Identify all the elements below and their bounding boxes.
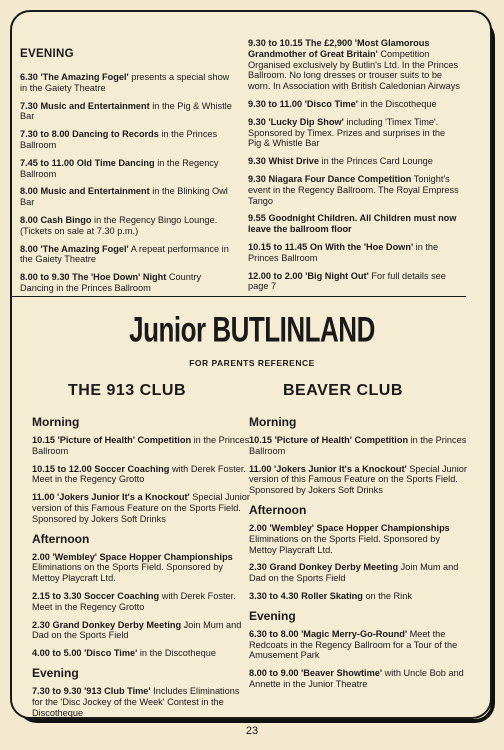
item-time: 8.00	[20, 214, 38, 225]
item-title: 'Jokers Junior It's a Knockout'	[274, 463, 407, 474]
item-text: with Derek Foster. Meet in the Regency Grotto	[32, 590, 236, 612]
evening-heading: EVENING	[20, 48, 74, 60]
section-heading: Afternoon	[249, 502, 307, 517]
item-text: in the Discotheque	[137, 648, 216, 659]
page-number: 23	[245, 725, 259, 737]
item-text: in the Princes Ballroom	[32, 435, 250, 456]
beaver-club-heading: BEAVER CLUB	[283, 382, 403, 399]
item-text: Competition Organised exclusively by Butlin's Ltd. In the Princes Ballroom. No long dresses or trouser suits to be worn. In Association with British Caledonian Airways	[248, 48, 460, 92]
item-time: 7.30 to 9.30	[32, 685, 82, 696]
item-title: Whist Drive	[268, 156, 319, 167]
schedule-item	[20, 244, 232, 266]
junior-butlinland-title	[0, 309, 504, 351]
item-title: Music and Entertainment	[40, 100, 150, 111]
evening-left-column	[20, 42, 232, 301]
schedule-item	[249, 464, 469, 496]
schedule-item	[249, 523, 469, 555]
item-time: 4.00 to 5.00	[32, 648, 82, 659]
item-time: 11.00	[32, 492, 55, 503]
item-title: '913 Club Time'	[84, 685, 151, 696]
section-heading: Evening	[249, 608, 296, 623]
schedule-item	[32, 686, 252, 718]
item-title: 'The Amazing Fogel'	[40, 243, 129, 254]
item-text: in the Pig & Whistle Bar	[20, 100, 232, 122]
item-title: 'Magic Merry-Go-Round'	[301, 628, 408, 639]
schedule-item	[20, 272, 232, 294]
item-text: Join Mum and Dad on the Sports Field	[32, 619, 242, 641]
item-title: Grand Donkey Derby Meeting	[269, 562, 399, 573]
item-text: with Derek Foster. Meet in the Regency Grotto	[32, 463, 246, 485]
item-title: 'Picture of Health' Competition	[57, 435, 192, 445]
club-913-heading: THE 913 CLUB	[68, 382, 187, 399]
schedule-item	[248, 117, 460, 149]
item-title: 'Jokers Junior It's a Knockout'	[57, 492, 190, 503]
schedule-item	[32, 648, 252, 659]
item-title: Old Time Dancing	[76, 157, 155, 168]
item-title: Roller Skating	[301, 590, 363, 601]
parents-reference: FOR PARENTS REFERENCE	[189, 358, 315, 368]
item-time: 10.15	[249, 435, 272, 445]
item-title: 'Disco Time'	[304, 98, 358, 109]
title-butlinland: BUTLINLAND	[212, 309, 375, 350]
item-title: Niagara Four Dance Competition	[268, 173, 412, 184]
item-time: 7.45 to 11.00	[20, 157, 75, 168]
schedule-item	[32, 435, 252, 457]
schedule-item	[20, 129, 232, 151]
schedule-item	[249, 435, 469, 457]
item-title: Music and Entertainment	[40, 186, 150, 197]
item-text: Eliminations on the Sports Field. Sponsored by Mettoy Playcraft Ltd.	[32, 562, 223, 584]
schedule-item	[249, 591, 469, 602]
schedule-item	[20, 158, 232, 180]
item-title: Goodnight Children. All Children must now leave the ballroom floor	[248, 213, 457, 235]
item-time: 2.30	[32, 619, 50, 630]
section-heading: Evening	[32, 665, 79, 680]
schedule-item	[20, 186, 232, 208]
club-913-schedule	[32, 413, 252, 725]
schedule-item	[249, 629, 469, 661]
item-text: in the Princes Card Lounge	[319, 156, 433, 167]
item-title: 'Disco Time'	[84, 648, 138, 659]
item-time: 9.30 to 10.15	[248, 38, 303, 48]
schedule-item	[249, 668, 469, 690]
item-time: 9.30	[248, 116, 266, 127]
item-time: 2.00	[32, 551, 50, 562]
item-time: 2.30	[249, 562, 267, 573]
schedule-item	[248, 213, 460, 235]
item-text: Join Mum and Dad on the Sports Field	[249, 562, 459, 584]
schedule-item	[248, 38, 460, 92]
schedule-item	[249, 562, 469, 584]
item-title: Soccer Coaching	[84, 590, 160, 601]
item-text: with Uncle Bob and Annette in the Junior Theatre	[249, 668, 464, 689]
item-time: 12.00 to 2.00	[248, 270, 303, 281]
evening-right-column	[248, 38, 460, 299]
item-time: 7.30 to 8.00	[20, 129, 70, 140]
schedule-item	[32, 591, 252, 613]
section-divider	[12, 296, 466, 297]
item-title: 'Picture of Health' Competition	[274, 435, 409, 445]
item-title: The £2,900 'Most Glamorous Grandmother of Great Britain'	[248, 38, 430, 59]
item-text: Meet the Redcoats in the Regency Ballroom for a Tour of the Amusement Park	[249, 628, 458, 661]
beaver-club-schedule	[249, 413, 469, 697]
item-title: Soccer Coaching	[94, 463, 170, 474]
item-time: 10.15 to 12.00	[32, 463, 92, 474]
item-text: A repeat performance in the Gaiety Theatre	[20, 243, 229, 265]
item-text: presents a special show in the Gaiety Theatre	[20, 72, 230, 93]
schedule-item	[20, 72, 232, 94]
item-title: 'The Amazing Fogel'	[40, 72, 129, 82]
item-text: in the Blinking Owl Bar	[20, 186, 228, 208]
item-time: 8.00 to 9.30	[20, 272, 70, 283]
schedule-item	[248, 156, 460, 167]
item-text: Special Junior version of this Famous Feature on the Sports Field. Sponsored by Jokers Soft Drinks	[32, 492, 250, 524]
item-title: 'Wembley' Space Hopper Championships	[269, 522, 450, 533]
item-text: Special Junior version of this Famous Feature on the Sports Field. Sponsored by Jokers Soft Drinks	[249, 463, 467, 496]
item-time: 8.00	[20, 243, 38, 254]
item-title: 'Lucky Dip Show'	[268, 116, 344, 127]
item-text: Country Dancing in the Princes Ballroom	[20, 272, 202, 293]
item-title: 'Big Night Out'	[305, 270, 369, 281]
item-time: 9.55	[248, 213, 266, 224]
item-time: 3.30 to 4.30	[249, 590, 299, 601]
item-time: 7.30	[20, 100, 38, 111]
item-text: in the Discotheque	[357, 98, 437, 109]
item-title: Dancing to Records	[72, 129, 159, 140]
item-text: on the Rink	[362, 590, 412, 601]
title-junior: Junior	[129, 309, 206, 350]
item-time: 10.15	[32, 435, 55, 445]
schedule-item	[32, 552, 252, 584]
item-text: in the Regency Ballroom	[20, 157, 219, 179]
item-time: 6.30	[20, 72, 38, 82]
schedule-item	[20, 215, 232, 237]
item-text: in the Princes Ballroom	[249, 435, 467, 456]
item-text: in the Princes Ballroom	[20, 129, 218, 150]
item-title: The 'Hoe Down' Night	[72, 272, 167, 283]
item-time: 10.15 to 11.45	[248, 241, 308, 252]
item-title: 'Wembley' Space Hopper Championships	[52, 551, 233, 562]
item-title: Grand Donkey Derby Meeting	[52, 619, 182, 630]
schedule-item	[32, 492, 252, 524]
item-text: in the Regency Bingo Lounge. (Tickets on sale at 7.30 p.m.)	[20, 214, 218, 236]
schedule-item	[248, 242, 460, 264]
item-text: Includes Eliminations for the 'Disc Jockey of the Week' Contest in the Discotheque	[32, 685, 240, 718]
schedule-item	[248, 99, 460, 110]
item-time: 8.00	[20, 186, 38, 197]
item-time: 9.30 to 11.00	[248, 98, 303, 109]
schedule-item	[32, 620, 252, 642]
schedule-item	[20, 101, 232, 123]
item-time: 8.00 to 9.00	[249, 668, 299, 679]
item-time: 9.30	[248, 156, 266, 167]
item-time: 2.15 to 3.30	[32, 590, 82, 601]
section-heading: Morning	[32, 415, 80, 429]
section-heading: Morning	[249, 415, 297, 429]
item-title: Cash Bingo	[40, 214, 92, 225]
item-time: 6.30 to 8.00	[249, 628, 299, 639]
item-title: On With the 'Hoe Down'	[309, 241, 414, 252]
item-text: in the Princes Ballroom	[248, 241, 439, 263]
schedule-item	[248, 174, 460, 206]
schedule-item	[32, 464, 252, 486]
item-text: Eliminations on the Sports Field. Sponsored by Mettoy Playcraft Ltd.	[249, 533, 440, 555]
schedule-item	[248, 271, 460, 293]
item-text: including 'Timex Time'. Sponsored by Timex. Prizes and surprises in the Pig & Whistle Bar	[248, 116, 446, 149]
item-text: For full details see page 7	[248, 270, 446, 292]
item-time: 9.30	[248, 173, 266, 184]
section-heading: Afternoon	[32, 531, 90, 546]
item-text: Tonight's event in the Regency Ballroom. The Royal Empress Tango	[248, 173, 459, 206]
item-time: 2.00	[249, 522, 267, 533]
item-title: 'Beaver Showtime'	[301, 668, 383, 679]
item-time: 11.00	[249, 463, 272, 474]
